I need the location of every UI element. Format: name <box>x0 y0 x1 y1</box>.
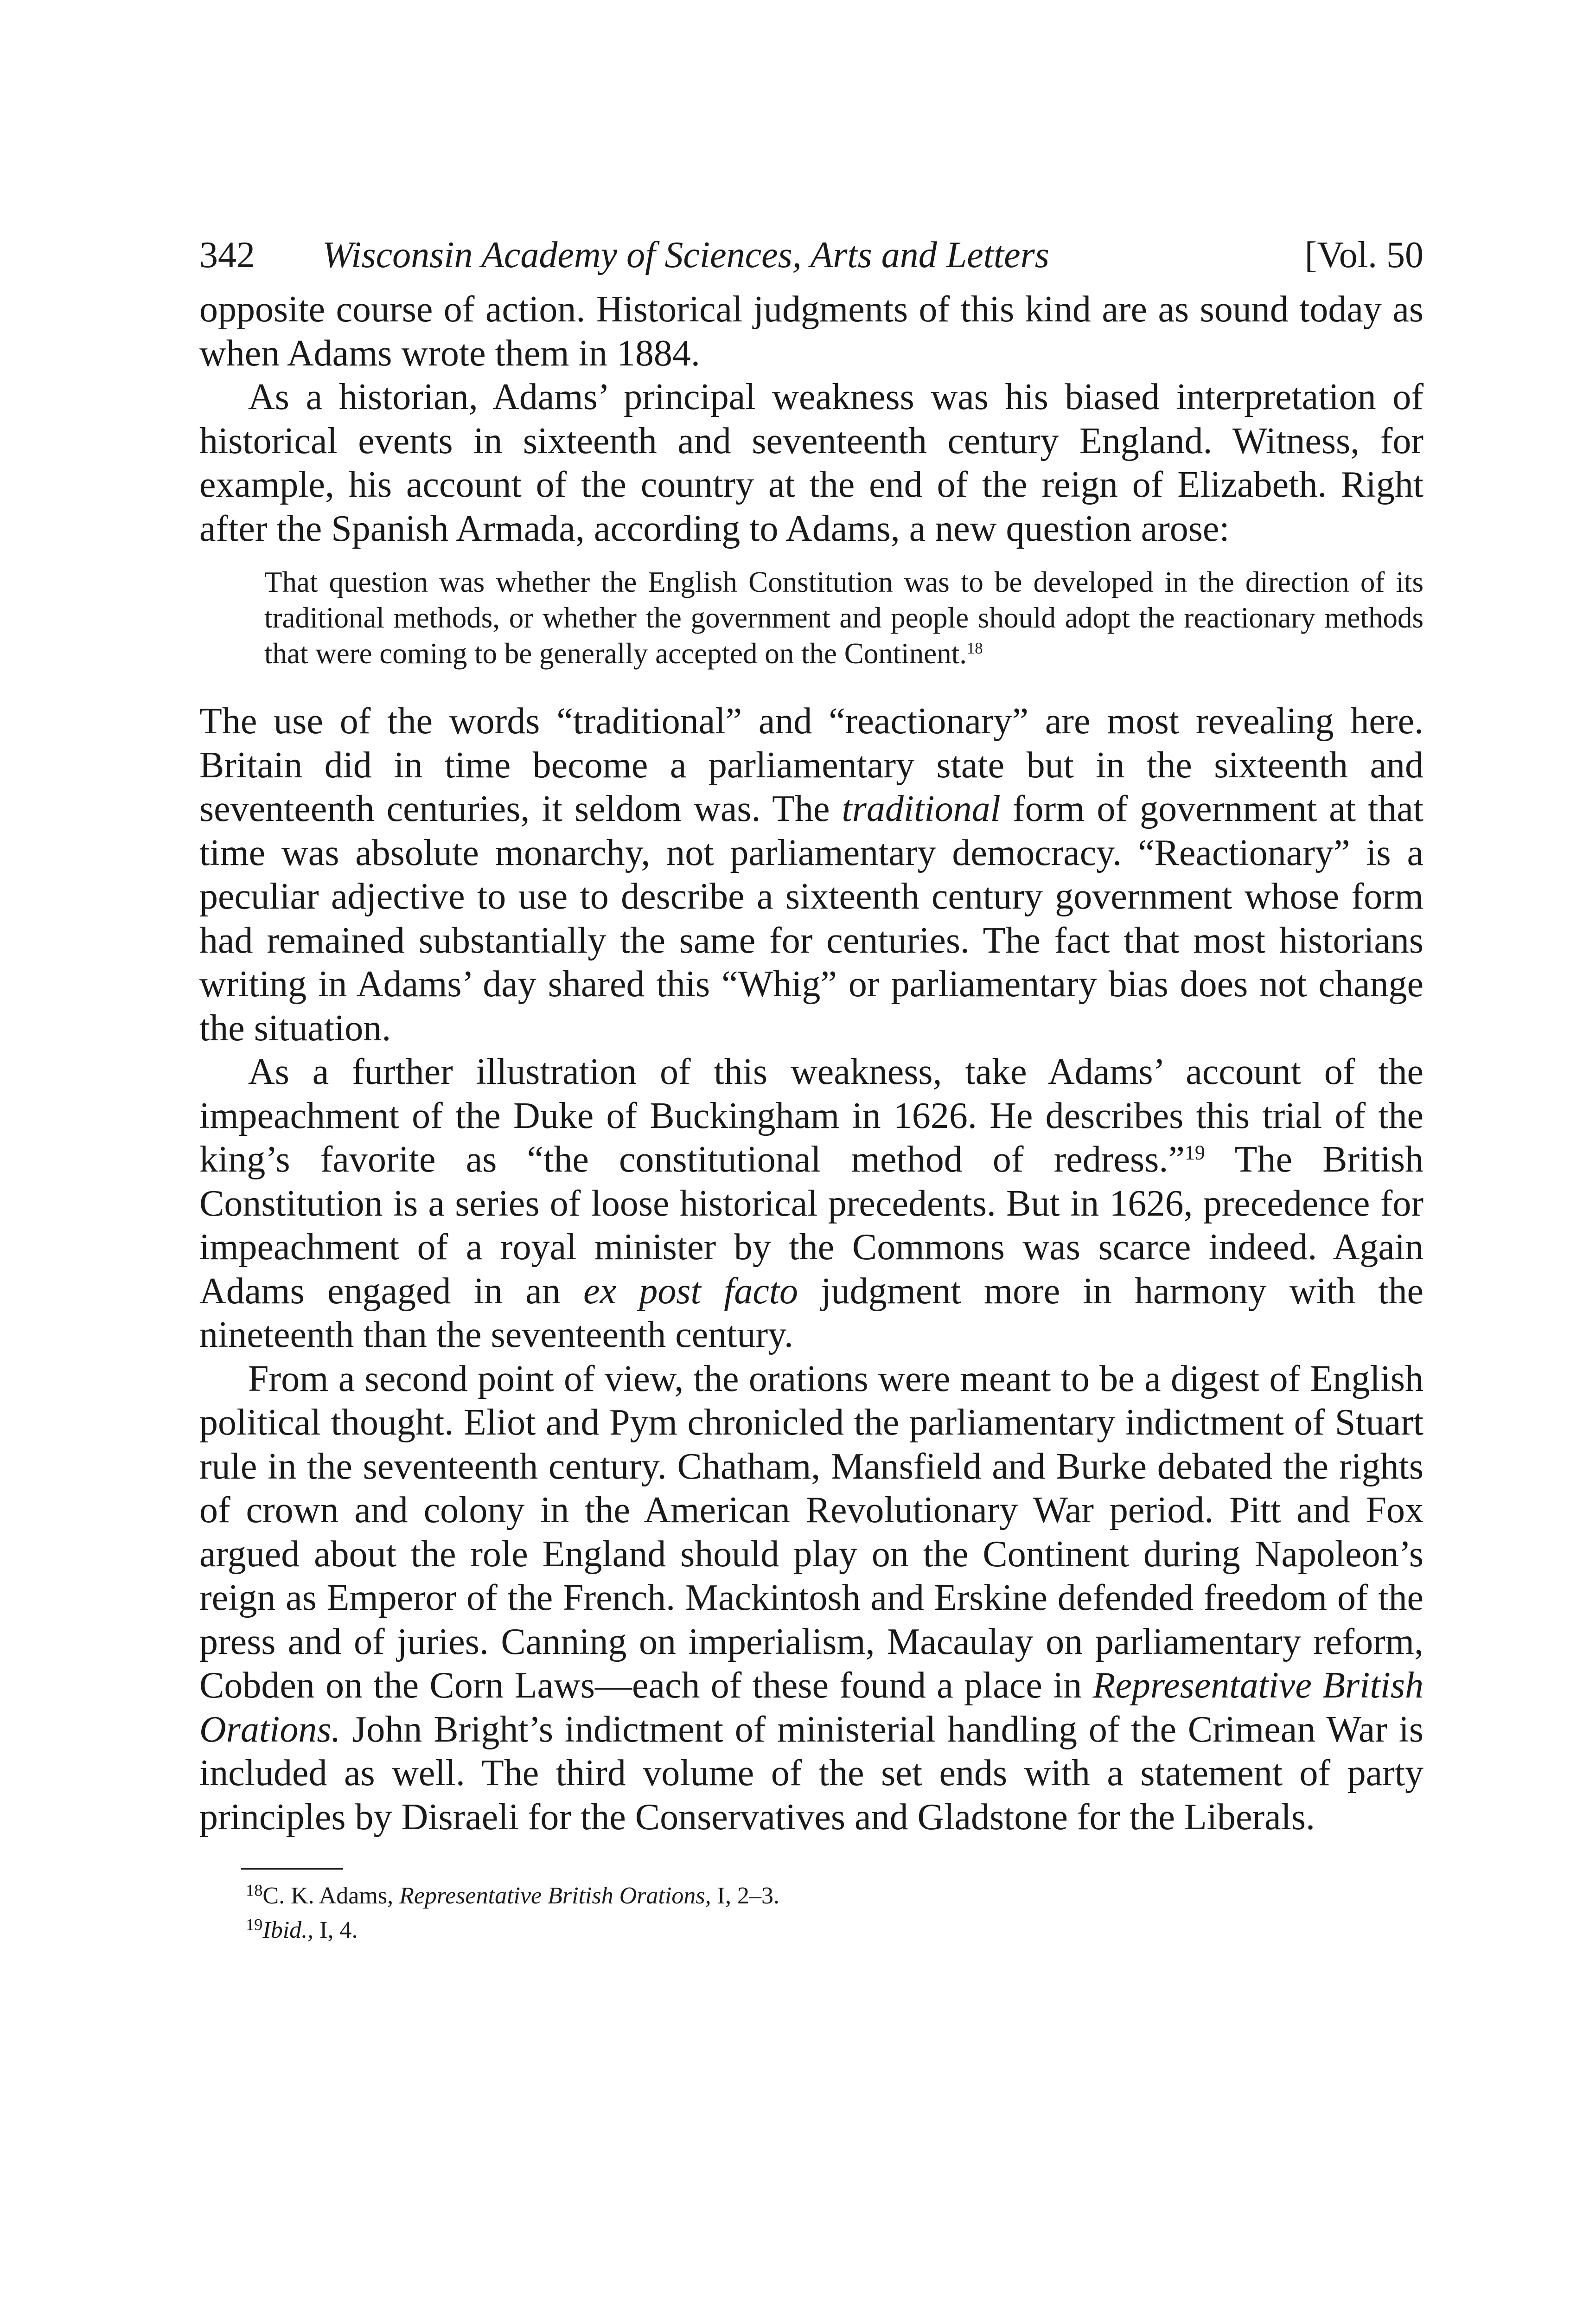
page-number: 342 <box>199 235 255 275</box>
block-quote <box>264 564 1424 672</box>
paragraph-4-text-c: judgment more in harmony with the nineteenth than the seventeenth century. <box>199 1270 1424 1355</box>
footnote-19 <box>246 1913 1424 1947</box>
footnote-divider <box>241 1868 343 1870</box>
paragraph-4-text-b: The British Constitution is a series of loose historical precedents. But in 1626, precedence for impeachment of a royal minister by the Commons was scarce indeed. Again Adams engaged in an <box>199 1139 1424 1312</box>
page <box>199 227 1424 1947</box>
paragraph-5-emphasis: Representative British Orations. <box>199 1665 1424 1750</box>
block-quote-text: That question was whether the English Constitution was to be developed in the direction of its traditional methods, or whether the government and people should adopt the reactionary methods that were coming to be generally accepted on the Continent. <box>264 566 1424 670</box>
footnote-number: 19 <box>246 1915 263 1934</box>
paragraph-4-text-a: As a further illustration of this weakness, take Adams’ account of the impeachment of the Duke of Buckingham in 1626. He describes this trial of the king’s favorite as “the constitutional method of redress.” <box>199 1051 1424 1180</box>
footnote-ref-19[interactable]: 19 <box>1184 1141 1205 1164</box>
paragraph-3 <box>199 699 1424 1050</box>
paragraph-4 <box>199 1050 1424 1357</box>
footnote-text-b: I, 4. <box>313 1917 358 1943</box>
paragraph-3-text-b: form of government at that time was absolute monarchy, not parliamentary democracy. “Reactionary” is a peculiar adjective to use to describe a sixteenth century government whose form had remained substantially the same for centuries. The fact that most historians writing in Adams’ day shared this “Whig” or parliamentary bias does not change the situation. <box>199 788 1424 1049</box>
volume-label: [Vol. 50 <box>1304 235 1424 275</box>
paragraph-5-text-a: From a second point of view, the orations were meant to be a digest of English political thought. Eliot and Pym chronicled the parliamentary indictment of Stuart rule in the seventeenth century. Chatham, Mansfield and Burke debated the rights of crown and colony in the American Revolutionary War period. Pitt and Fox argued about the role England should play on the Continent during Napoleon’s reign as Emperor of the French. Mackintosh and Erskine defended freedom of the press and of juries. Canning on imperialism, Macaulay on parliamentary reform, Cobden on the Corn Laws—each of these found a place in <box>199 1358 1424 1706</box>
paragraph-3-text-a: The use of the words “traditional” and “reactionary” are most revealing here. Britain did in time become a parliamentary state but in the sixteenth and seventeenth centuries, it seldom was. The <box>199 701 1424 829</box>
paragraph-1-text: opposite course of action. Historical judgments of this kind are as sound today as when Adams wrote them in 1884. <box>199 289 1424 374</box>
footnote-number: 18 <box>246 1881 263 1900</box>
paragraph-2-text: As a historian, Adams’ principal weakness was his biased interpretation of historical events in sixteenth and seventeenth century England. Witness, for example, his account of the country at the end of the reign of Elizabeth. Right after the Spanish Armada, according to Adams, a new question arose: <box>199 377 1424 549</box>
footnote-text-b: I, 2–3. <box>711 1883 779 1909</box>
paragraph-5 <box>199 1357 1424 1839</box>
paragraph-1 <box>199 288 1424 375</box>
paragraph-5-text-b: John Bright’s indictment of ministerial handling of the Crimean War is included as well. The third volume of the set ends with a statement of party principles by Disraeli for the Conservatives and Gladstone for the Liberals. <box>199 1709 1424 1838</box>
footnote-ref-18[interactable]: 18 <box>966 640 983 658</box>
running-header <box>199 227 1424 283</box>
journal-title: Wisconsin Academy of Sciences, Arts and Letters <box>322 235 1049 275</box>
footnote-ibid: Ibid., <box>262 1917 314 1943</box>
paragraph-4-emphasis: ex post facto <box>583 1270 798 1312</box>
footnote-text-a: C. K. Adams, <box>262 1883 400 1909</box>
footnote-title: Representative British Orations, <box>399 1883 711 1909</box>
paragraph-2 <box>199 375 1424 551</box>
footnote-18 <box>246 1879 1424 1913</box>
paragraph-3-emphasis: traditional <box>842 788 1001 829</box>
